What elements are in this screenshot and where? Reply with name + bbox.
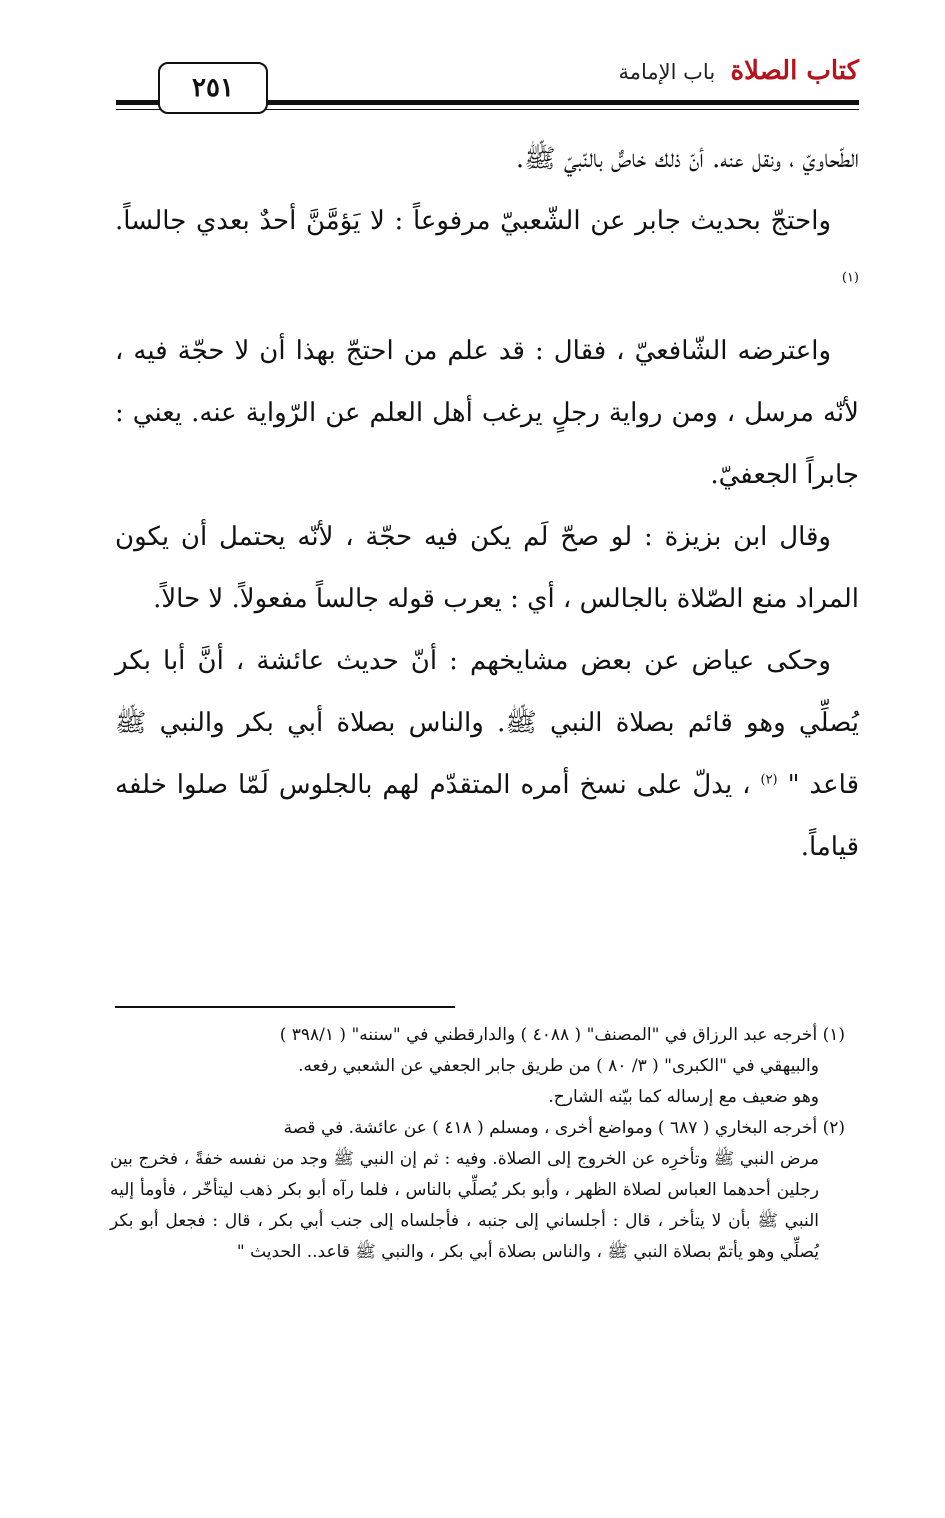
paragraph-1: الطّحاويّ ، ونقل عنه. أنّ ذلك خاصٌّ بالنّبيّ ﷺ. (515, 144, 859, 174)
page-number-box (158, 62, 268, 114)
paragraph-5-text-b: ، يدلّ على نسخ أمره المتقدّم لهم بالجلوس لَمّا صلوا خلفه قياماً. (115, 770, 859, 862)
footnote-ref-1[interactable]: (١) (841, 270, 859, 286)
footnote-1-line-1: (١) أخرجه عبد الرزاق في "المصنف" ( ٤٠٨٨ ) والدارقطني في "سننه" ( ٣٩٨/١ ) (279, 1025, 845, 1045)
footnotes (110, 1020, 845, 1268)
footnote-separator (115, 1006, 455, 1008)
paragraph-5 (115, 630, 859, 878)
paragraph-5-text-a: وحكى عياض عن بعض مشايخهم : أنّ حديث عائشة ، أنَّ أبا بكر يُصلِّي وهو قائم بصلاة النبي ﷺ. والناس بصلاة أبي بكر والنبي ﷺ قاعد " (115, 646, 859, 800)
paragraph-2 (115, 190, 859, 314)
chapter-title: باب الإمامة (618, 60, 716, 84)
book-title: كتاب الصلاة (730, 56, 859, 86)
footnote-1-line-3: وهو ضعيف مع إرساله كما بيّنه الشارح. (548, 1087, 819, 1107)
paragraph-4: وقال ابن بزيزة : لو صحّ لَم يكن فيه حجّة ، لأنّه يحتمل أن يكون المراد منع الصّلاة بالجالس ، أي : يعرب قوله جالساً مفعولاً. لا حالاً. (115, 522, 859, 614)
page-number: ٢٥١ (192, 73, 234, 103)
footnote-2-body: مرض النبي ﷺ وتأخرِه عن الخروج إلى الصلاة. وفيه : ثم إن النبي ﷺ وجد من نفسه خفةً ، فخرج بين رجلين أحدهما العباس لصلاة الظهر ، وأبو بكر يُصلِّي بالناس ، فلما رآه أبو بكر ذهب ليتأخّر ، فأومأ إليه النبي ﷺ بأن لا يتأخر ، قال : أجلساني إلى جنبه ، فأجلساه إلى جنب أبي بكر ، قال : فجعل أبو بكر يُصلِّي وهو يأتمّ بصلاة النبي ﷺ ، والناس بصلاة أبي بكر ، والنبي ﷺ قاعد.. الحديث " (110, 1149, 819, 1262)
running-header (619, 56, 859, 86)
footnote-2-line-1: (٢) أخرجه البخاري ( ٦٨٧ ) ومواضع أخرى ، ومسلم ( ٤١٨ ) عن عائشة. في قصة (283, 1118, 845, 1138)
footnote-1-line-2: والبيهقي في "الكبرى" ( ٣/ ٨٠ ) من طريق جابر الجعفي عن الشعبي رفعه. (298, 1056, 819, 1076)
footnote-ref-2[interactable]: (٢) (760, 772, 778, 788)
paragraph-3: واعترضه الشّافعيّ ، فقال : قد علم من احتجّ بهذا أن لا حجّة فيه ، لأنّه مرسل ، ومن رواية رجلٍ يرغب أهل العلم عن الرّواية عنه. يعني : جابراً الجعفيّ. (115, 336, 859, 490)
main-text (115, 128, 859, 878)
paragraph-2-text: واحتجّ بحديث جابر عن الشّعبيّ مرفوعاً : لا يَؤمَّنَّ أحدٌ بعدي جالساً. (115, 206, 831, 236)
